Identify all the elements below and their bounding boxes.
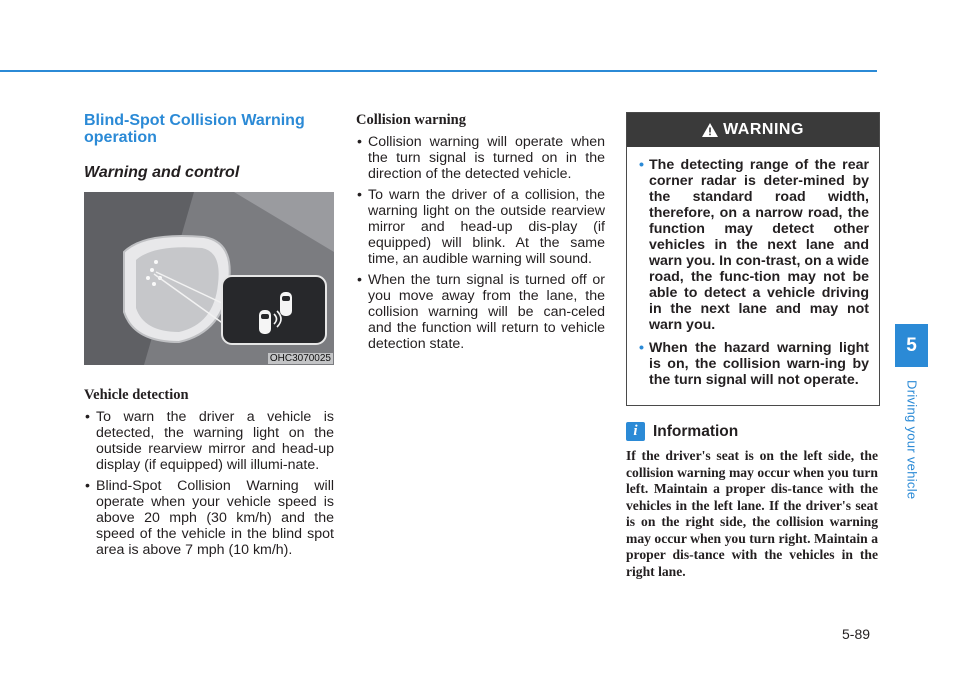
warning-box [626,112,880,406]
warning-title: WARNING [723,121,804,138]
information-title: Information [653,422,739,440]
vehicle-detection-list [84,409,334,558]
collision-warning-list [356,134,605,352]
information-header [626,422,878,441]
figure-code: OHC3070025 [269,353,331,364]
information-text: If the driver's seat is on the left side, the collision warning may occur when you turn left. Maintain a proper dis-tance with the vehicles in the left lane. If the driver's seat is on the right side, the collision warning may occur when you turn right. Maintain a proper dis-tance with the vehicles in the right lane. [626,448,878,579]
vehicle-detection-heading: Vehicle detection [84,387,189,403]
chapter-title-side [902,375,922,505]
collision-warning-heading: Collision warning [356,112,466,128]
warning-triangle-icon [702,123,718,137]
list-item: • Collision warning will operate when the turn signal is turned on in the direction of the detected vehicle. [356,134,605,182]
list-item: • To warn the driver of a collision, the warning light on the outside rearview mirror and head-up dis-play (if equipped) will blink. At the same time, an audible warning will sound. [356,187,605,267]
list-item: • When the turn signal is turned off or you move away from the lane, the collision warning will be can-celed and the function will return to vehicle detection state. [356,272,605,352]
header-rule [0,70,877,72]
section-title: Blind-Spot Collision Warning operation [84,112,305,146]
middle-column [356,112,605,357]
mirror-illustration [84,192,334,365]
list-item: • The detecting range of the rear corner radar is deter-mined by the standard road width, therefore, on a narrow road, the function may detect other vehicles in the next lane and warn you. In con-trast, on a wide road, the func-tion may not be able to detect a vehicle driving in the next lane and may not warn you. [639,157,869,333]
warning-body [627,147,879,405]
list-item: • Blind-Spot Collision Warning will operate when your vehicle speed is above 20 mph (30 km/h) and the speed of the vehicle in the blind spot area is above 7 mph (10 km/h). [84,478,334,558]
mirror-photo [84,192,334,365]
chapter-title: Driving your vehicle [904,380,920,500]
warning-list [639,157,869,388]
list-item: • When the hazard warning light is on, the collision warn-ing by the turn signal will not operate. [639,340,869,388]
info-icon: i [626,422,645,441]
list-item: • To warn the driver a vehicle is detected, the warning light on the outside rearview mirror and head-up display (if equipped) will illumi-nate. [84,409,334,473]
left-column [84,112,334,563]
chapter-number-tab [895,324,928,367]
right-column [626,112,878,580]
subsection-title: Warning and control [84,164,240,181]
warning-header [627,113,879,147]
chapter-number: 5 [906,334,917,356]
page-number: 5-89 [842,626,871,642]
